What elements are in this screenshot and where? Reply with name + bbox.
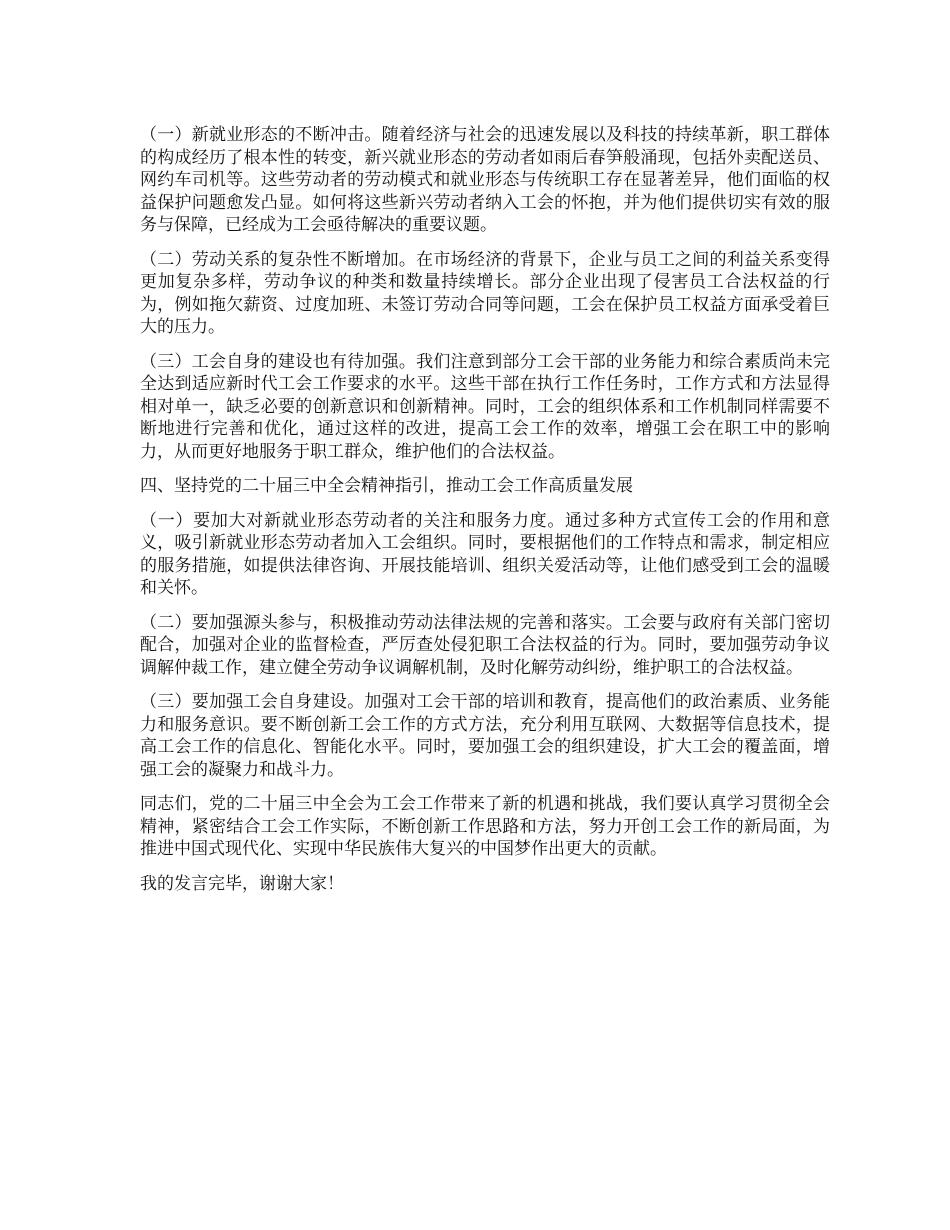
paragraph-source-participation: （二）要加强源头参与，积极推动劳动法律法规的完善和落实。工会要与政府有关部门密切配合，加强对企业的监督检查，严厉查处侵犯职工合法权益的行为。同时，要加强劳动争议调解仲裁工作，建立健全劳动争议调解机制，及时化解劳动纠纷，维护职工的合法权益。 <box>140 612 830 678</box>
paragraph-union-self-construction: （三）工会自身的建设也有待加强。我们注意到部分工会干部的业务能力和综合素质尚未完全达到适应新时代工会工作要求的水平。这些干部在执行工作任务时，工作方式和方法显得相对单一，缺乏必要的创新意识和创新精神。同时，工会的组织体系和工作机制同样需要不断地进行完善和优化，通过这样的改进，提高工会工作的效率，增强工会在职工中的影响力，从而更好地服务于职工群众，维护他们的合法权益。 <box>140 351 830 462</box>
section-heading-four: 四、坚持党的二十届三中全会精神指引，推动工会工作高质量发展 <box>140 476 633 496</box>
paragraph-new-employment-forms: （一）新就业形态的不断冲击。随着经济与社会的迅速发展以及科技的持续革新，职工群体的构成经历了根本性的转变，新兴就业形态的劳动者如雨后春笋般涌现，包括外卖配送员、网约车司机等。这些劳动者的劳动模式和就业形态与传统职工存在显著差异，他们面临的权益保护问题愈发凸显。如何将这些新兴劳动者纳入工会的怀抱，并为他们提供切实有效的服务与保障，已经成为工会亟待解决的重要议题。 <box>140 125 830 235</box>
paragraph-labor-relations: （二）劳动关系的复杂性不断增加。在市场经济的背景下，企业与员工之间的利益关系变得更加复杂多样，劳动争议的种类和数量持续增长。部分企业出现了侵害员工合法权益的行为，例如拖欠薪资、过度加班、未签订劳动合同等问题，工会在保护员工权益方面承受着巨大的压力。 <box>140 249 830 337</box>
paragraph-new-employment-service: （一）要加大对新就业形态劳动者的关注和服务力度。通过多种方式宣传工会的作用和意义，吸引新就业形态劳动者加入工会组织。同时，要根据他们的工作特点和需求，制定相应的服务措施，如提供法律咨询、开展技能培训、组织关爱活动等，让他们感受到工会的温暖和关怀。 <box>140 510 830 598</box>
paragraph-strengthen-union: （三）要加强工会自身建设。加强对工会干部的培训和教育，提高他们的政治素质、业务能力和服务意识。要不断创新工会工作的方式方法，充分利用互联网、大数据等信息技术，提高工会工作的信息化、智能化水平。同时，要加强工会的组织建设，扩大工会的覆盖面，增强工会的凝聚力和战斗力。 <box>140 692 830 780</box>
paragraph-comrades-closing: 同志们，党的二十届三中全会为工会工作带来了新的机遇和挑战，我们要认真学习贯彻全会精神，紧密结合工会工作实际，不断创新工作思路和方法，努力开创工会工作的新局面，为推进中国式现代化、实现中华民族伟大复兴的中国梦作出更大的贡献。 <box>140 794 830 859</box>
paragraph-thanks: 我的发言完毕，谢谢大家！ <box>140 873 344 894</box>
document-body <box>140 124 830 907</box>
